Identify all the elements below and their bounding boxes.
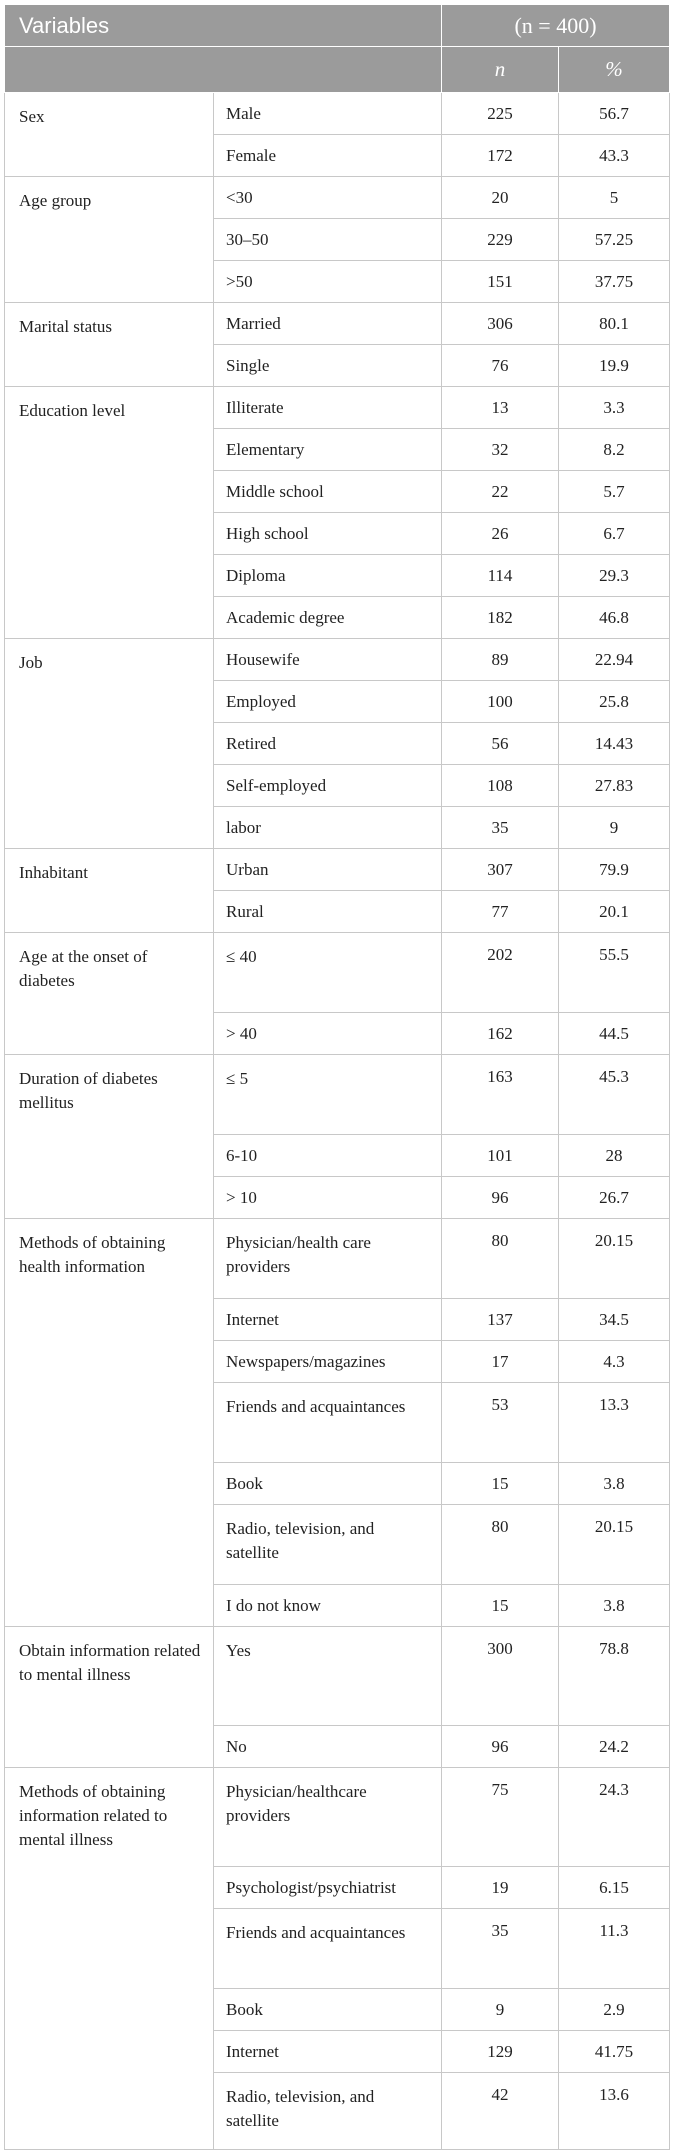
category-cell: Middle school (214, 471, 442, 513)
category-cell: Employed (214, 681, 442, 723)
category-cell: Psychologist/psychiatrist (214, 1867, 442, 1909)
category-cell: > 40 (214, 1013, 442, 1055)
percent-cell: 79.9 (559, 849, 670, 891)
n-cell: 172 (442, 135, 559, 177)
table-row (5, 639, 670, 681)
category-cell: Diploma (214, 555, 442, 597)
blank-header-cell (5, 47, 442, 93)
category-cell: labor (214, 807, 442, 849)
variables-header: Variables (5, 5, 442, 47)
n-cell: 75 (442, 1768, 559, 1867)
percent-cell: 14.43 (559, 723, 670, 765)
variable-cell: Methods of obtaining information related to mental illness (5, 1768, 214, 2150)
category-cell: I do not know (214, 1585, 442, 1627)
n-cell: 32 (442, 429, 559, 471)
category-cell: 30–50 (214, 219, 442, 261)
category-cell: Urban (214, 849, 442, 891)
n-cell: 307 (442, 849, 559, 891)
n-cell: 13 (442, 387, 559, 429)
percent-cell: 9 (559, 807, 670, 849)
table-row (5, 849, 670, 891)
table-row (5, 303, 670, 345)
percent-cell: 6.7 (559, 513, 670, 555)
n-cell: 96 (442, 1726, 559, 1768)
percent-cell: 25.8 (559, 681, 670, 723)
percent-cell: 37.75 (559, 261, 670, 303)
n-cell: 15 (442, 1463, 559, 1505)
percent-cell: 13.6 (559, 2073, 670, 2150)
percent-cell: 28 (559, 1135, 670, 1177)
percent-cell: 11.3 (559, 1909, 670, 1989)
category-cell: Housewife (214, 639, 442, 681)
n-cell: 108 (442, 765, 559, 807)
n-cell: 162 (442, 1013, 559, 1055)
category-cell: Female (214, 135, 442, 177)
variable-cell: Marital status (5, 303, 214, 387)
percent-cell: 20.15 (559, 1505, 670, 1585)
n-cell: 89 (442, 639, 559, 681)
percent-cell: 26.7 (559, 1177, 670, 1219)
category-cell: ≤ 5 (214, 1055, 442, 1135)
category-cell: Academic degree (214, 597, 442, 639)
percent-cell: 24.2 (559, 1726, 670, 1768)
n-cell: 19 (442, 1867, 559, 1909)
percent-cell: 34.5 (559, 1299, 670, 1341)
category-cell: >50 (214, 261, 442, 303)
n-cell: 42 (442, 2073, 559, 2150)
variable-cell: Age at the onset of diabetes (5, 933, 214, 1055)
category-cell: <30 (214, 177, 442, 219)
n-cell: 80 (442, 1505, 559, 1585)
category-cell: Self-employed (214, 765, 442, 807)
n-cell: 56 (442, 723, 559, 765)
n-cell: 100 (442, 681, 559, 723)
n-cell: 35 (442, 807, 559, 849)
category-cell: Rural (214, 891, 442, 933)
category-cell: Physician/healthcare providers (214, 1768, 442, 1867)
n-cell: 129 (442, 2031, 559, 2073)
percent-cell: 56.7 (559, 93, 670, 135)
percent-cell: 19.9 (559, 345, 670, 387)
n-cell: 182 (442, 597, 559, 639)
variable-cell: Inhabitant (5, 849, 214, 933)
n-cell: 80 (442, 1219, 559, 1299)
percent-cell: 5.7 (559, 471, 670, 513)
n-cell: 114 (442, 555, 559, 597)
percent-cell: 45.3 (559, 1055, 670, 1135)
category-cell: Newspapers/magazines (214, 1341, 442, 1383)
variable-cell: Sex (5, 93, 214, 177)
percent-cell: 24.3 (559, 1768, 670, 1867)
category-cell: 6-10 (214, 1135, 442, 1177)
category-cell: High school (214, 513, 442, 555)
percent-cell: 29.3 (559, 555, 670, 597)
category-cell: Yes (214, 1627, 442, 1726)
category-cell: Illiterate (214, 387, 442, 429)
table-row (5, 387, 670, 429)
category-cell: Single (214, 345, 442, 387)
category-cell: Married (214, 303, 442, 345)
percent-cell: 57.25 (559, 219, 670, 261)
n-cell: 15 (442, 1585, 559, 1627)
category-cell: No (214, 1726, 442, 1768)
n-cell: 163 (442, 1055, 559, 1135)
n-cell: 20 (442, 177, 559, 219)
n-cell: 96 (442, 1177, 559, 1219)
n-cell: 77 (442, 891, 559, 933)
n-cell: 225 (442, 93, 559, 135)
percent-cell: 2.9 (559, 1989, 670, 2031)
demographics-table-container (4, 4, 669, 2150)
table-row (5, 1768, 670, 1867)
percent-cell: 3.8 (559, 1585, 670, 1627)
category-cell: Friends and acquaintances (214, 1909, 442, 1989)
variable-cell: Methods of obtaining health information (5, 1219, 214, 1627)
category-cell: Friends and acquaintances (214, 1383, 442, 1463)
n-header: n (442, 47, 559, 93)
n-cell: 22 (442, 471, 559, 513)
n-cell: 229 (442, 219, 559, 261)
percent-cell: 20.15 (559, 1219, 670, 1299)
n-cell: 300 (442, 1627, 559, 1726)
percent-cell: 5 (559, 177, 670, 219)
category-cell: Physician/health care providers (214, 1219, 442, 1299)
percent-cell: 4.3 (559, 1341, 670, 1383)
percent-cell: 13.3 (559, 1383, 670, 1463)
percent-cell: 44.5 (559, 1013, 670, 1055)
percent-cell: 43.3 (559, 135, 670, 177)
category-cell: Book (214, 1463, 442, 1505)
percent-header: % (559, 47, 670, 93)
table-header-row (5, 5, 670, 47)
demographics-table (4, 4, 670, 2150)
category-cell: Retired (214, 723, 442, 765)
sample-size-header: (n = 400) (442, 5, 670, 47)
n-cell: 26 (442, 513, 559, 555)
percent-cell: 20.1 (559, 891, 670, 933)
variable-cell: Job (5, 639, 214, 849)
variable-cell: Obtain information related to mental illness (5, 1627, 214, 1768)
percent-cell: 3.8 (559, 1463, 670, 1505)
table-row (5, 177, 670, 219)
category-cell: Radio, television, and satellite (214, 2073, 442, 2150)
percent-cell: 8.2 (559, 429, 670, 471)
category-cell: Elementary (214, 429, 442, 471)
category-cell: Book (214, 1989, 442, 2031)
table-subheader-row (5, 47, 670, 93)
category-cell: Radio, television, and satellite (214, 1505, 442, 1585)
category-cell: > 10 (214, 1177, 442, 1219)
n-cell: 53 (442, 1383, 559, 1463)
n-cell: 101 (442, 1135, 559, 1177)
category-cell: Internet (214, 2031, 442, 2073)
percent-cell: 27.83 (559, 765, 670, 807)
percent-cell: 3.3 (559, 387, 670, 429)
percent-cell: 22.94 (559, 639, 670, 681)
category-cell: ≤ 40 (214, 933, 442, 1013)
percent-cell: 6.15 (559, 1867, 670, 1909)
n-cell: 306 (442, 303, 559, 345)
variable-cell: Age group (5, 177, 214, 303)
table-row (5, 1219, 670, 1299)
n-cell: 137 (442, 1299, 559, 1341)
percent-cell: 55.5 (559, 933, 670, 1013)
n-cell: 151 (442, 261, 559, 303)
percent-cell: 41.75 (559, 2031, 670, 2073)
category-cell: Male (214, 93, 442, 135)
table-row (5, 93, 670, 135)
n-cell: 76 (442, 345, 559, 387)
category-cell: Internet (214, 1299, 442, 1341)
n-cell: 17 (442, 1341, 559, 1383)
n-cell: 9 (442, 1989, 559, 2031)
percent-cell: 78.8 (559, 1627, 670, 1726)
variable-cell: Education level (5, 387, 214, 639)
table-row (5, 1055, 670, 1135)
n-cell: 35 (442, 1909, 559, 1989)
percent-cell: 46.8 (559, 597, 670, 639)
table-row (5, 1627, 670, 1726)
table-row (5, 933, 670, 1013)
n-cell: 202 (442, 933, 559, 1013)
percent-cell: 80.1 (559, 303, 670, 345)
variable-cell: Duration of diabetes mellitus (5, 1055, 214, 1219)
